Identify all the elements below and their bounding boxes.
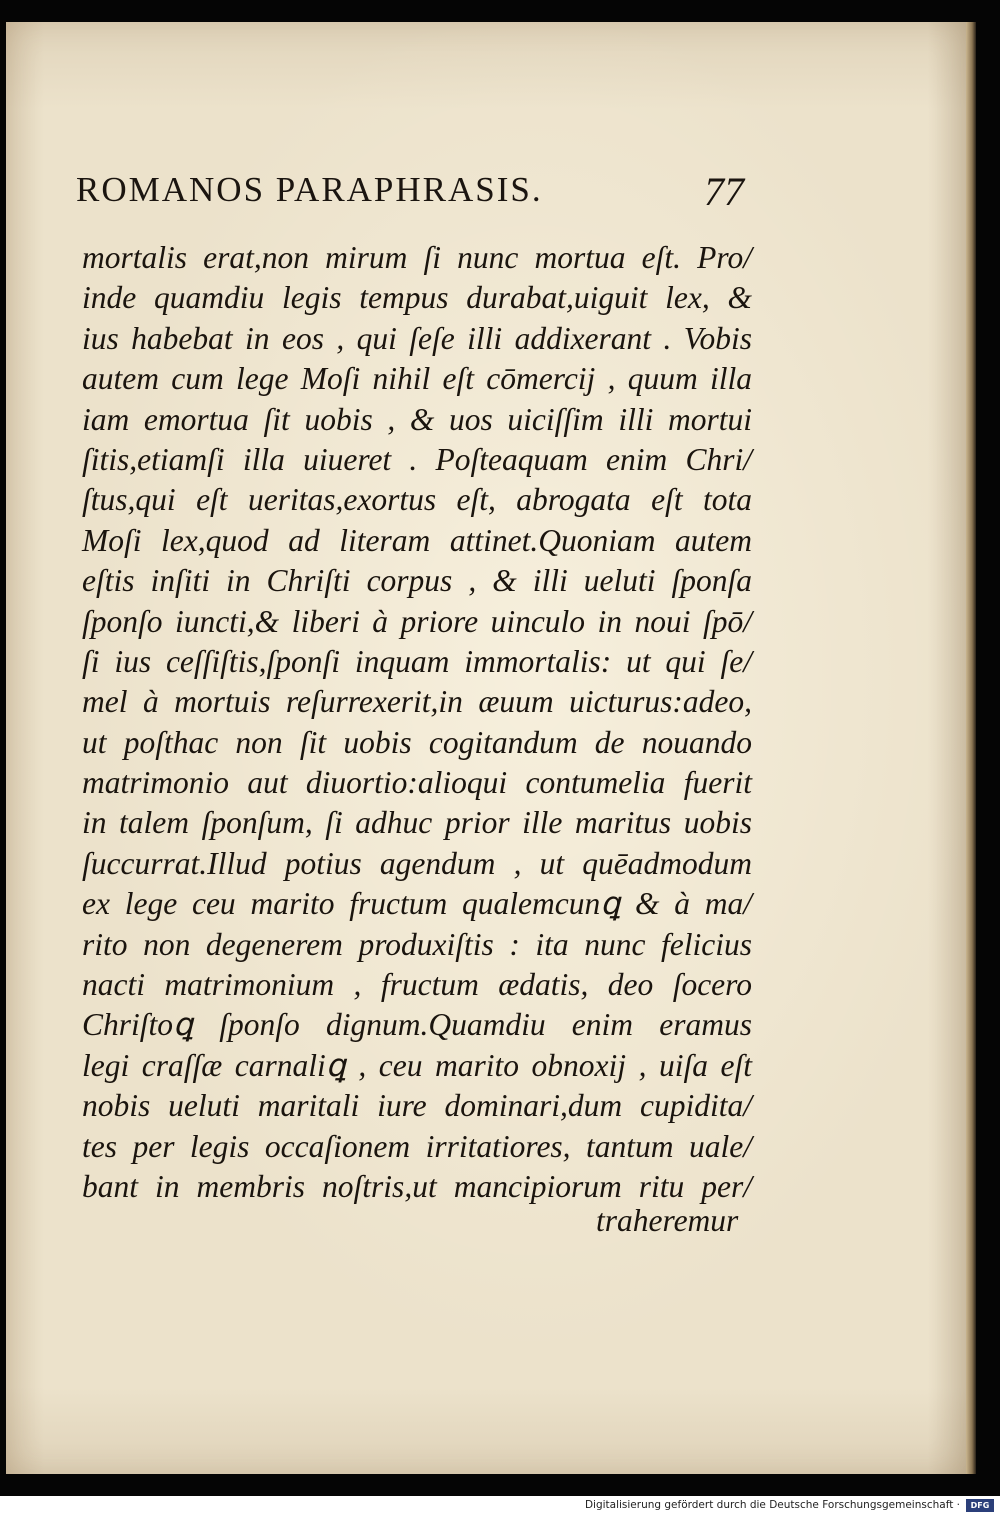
text-line: in talem ſponſum, ſi adhuc prior ille maritus uobis [82, 805, 752, 841]
text-line: ſitis,etiamſi illa uiueret . Poſteaquam enim Chri/ [82, 441, 752, 477]
text-block [82, 238, 752, 1207]
folio-number: 77 [704, 169, 744, 214]
text-line: bant in membris noſtris,ut mancipiorum ritu per/ [82, 1168, 752, 1204]
catchword: traheremur [596, 1203, 739, 1238]
book-page [6, 22, 968, 1474]
text-line: legi craſſæ carnaliꝗ , ceu marito obnoxij , uiſa eſt [82, 1047, 752, 1083]
text-line: ſi ius ceſſiſtis,ſponſi inquam immortalis: ut qui ſe/ [82, 643, 752, 679]
text-line: matrimonio aut diuortio:alioqui contumelia fuerit [82, 765, 752, 801]
text-line: Moſi lex,quod ad literam attinet.Quoniam autem [82, 522, 752, 558]
text-line: iam emortua ſit uobis , & uos uiciſſim illi mortui [82, 401, 752, 437]
text-line: ſponſo iuncti,& liberi à priore uinculo in noui ſpō/ [82, 603, 752, 639]
text-line: eſtis inſiti in Chriſti corpus , & illi ueluti ſponſa [82, 563, 752, 599]
text-line: ſuccurrat.Illud potius agendum , ut quēadmodum [82, 845, 752, 881]
running-head-title: ROMANOS PARAPHRASIS. [76, 170, 543, 209]
text-line: Chriſtoꝗ ſponſo dignum.Quamdiu enim eramus [82, 1007, 752, 1043]
text-line: ut poſthac non ſit uobis cogitandum de nouando [82, 724, 752, 760]
text-line: nacti matrimonium , fructum ædatis, deo ſocero [82, 967, 752, 1003]
dfg-logo-icon: DFG [966, 1499, 994, 1512]
text-line: mortalis erat,non mirum ſi nunc mortua eſt. Pro/ [82, 240, 752, 275]
text-line: mel à mortuis reſurrexerit,in æuum uicturus:adeo, [82, 684, 752, 720]
text-line: inde quamdiu legis tempus durabat,uiguit lex, & [82, 280, 752, 316]
text-line: nobis ueluti maritali iure dominari,dum cupidita/ [82, 1088, 752, 1124]
text-line: ſtus,qui eſt ueritas,exortus eſt, abrogata eſt tota [82, 482, 752, 518]
funding-credit: Digitalisierung gefördert durch die Deutsche Forschungsgemeinschaft · [584, 1499, 960, 1511]
text-line: ius habebat in eos , qui ſeſe illi addixerant . Vobis [82, 320, 752, 356]
footer-bar [0, 1496, 1000, 1516]
text-line: rito non degenerem produxiſtis : ita nunc felicius [82, 926, 752, 962]
running-head [76, 169, 776, 214]
text-line: tes per legis occaſionem irritatiores, tantum uale/ [82, 1128, 752, 1164]
text-line: autem cum lege Moſi nihil eſt cōmercij , quum illa [82, 361, 752, 397]
text-line: ex lege ceu marito fructum qualemcunꝗ & à ma/ [82, 886, 752, 922]
